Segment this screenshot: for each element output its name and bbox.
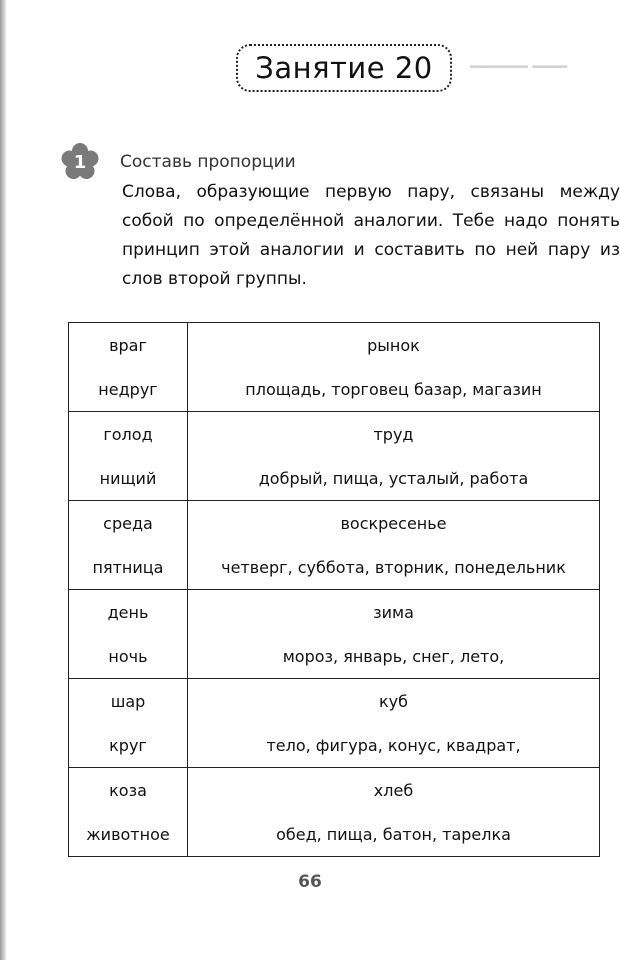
pair-word: круг: [69, 723, 188, 768]
pair-word: шар: [69, 679, 188, 724]
pair-word: животное: [69, 812, 188, 857]
table-row: [69, 590, 600, 635]
task-title: Составь пропорции: [120, 152, 296, 172]
table-row: [69, 323, 600, 368]
pair-word: пятница: [69, 545, 188, 590]
task-number-badge: [60, 142, 100, 182]
target-word: зима: [188, 590, 600, 635]
pair-word: день: [69, 590, 188, 635]
page-number: 66: [298, 872, 322, 892]
table-row: [69, 456, 600, 501]
target-word: труд: [188, 412, 600, 457]
word-options: площадь, торговец базар, магазин: [188, 367, 600, 412]
table-row: [69, 501, 600, 546]
task-header: [60, 142, 296, 182]
word-options: мороз, январь, снег, лето,: [188, 634, 600, 679]
table-row: [69, 412, 600, 457]
table-row: [69, 768, 600, 813]
pair-word: ночь: [69, 634, 188, 679]
task-number: 1: [73, 151, 87, 173]
table-row: [69, 367, 600, 412]
target-word: воскресенье: [188, 501, 600, 546]
table-row: [69, 679, 600, 724]
table-row: [69, 812, 600, 857]
table-row: [69, 723, 600, 768]
task-description: Слова, образующие первую пару, связаны между собой по определённой аналогии. Тебе надо понять принцип этой аналогии и составить по ней пару из слов второй группы.: [122, 182, 620, 289]
word-options: тело, фигура, конус, квадрат,: [188, 723, 600, 768]
word-options: добрый, пища, усталый, работа: [188, 456, 600, 501]
table-row: [69, 545, 600, 590]
lesson-title: Занятие 20: [236, 44, 452, 92]
pair-word: недруг: [69, 367, 188, 412]
target-word: куб: [188, 679, 600, 724]
target-word: рынок: [188, 323, 600, 368]
pair-word: среда: [69, 501, 188, 546]
page-edge-shadow: [0, 0, 7, 960]
word-options: четверг, суббота, вторник, понедельник: [188, 545, 600, 590]
pair-word: коза: [69, 768, 188, 813]
pair-word: враг: [69, 323, 188, 368]
target-word: хлеб: [188, 768, 600, 813]
word-options: обед, пища, батон, тарелка: [188, 812, 600, 857]
pair-word: голод: [69, 412, 188, 457]
table-row: [69, 634, 600, 679]
pair-word: нищий: [69, 456, 188, 501]
bleed-through-decoration: ▁▁▁▁▁ ▁▁▁: [470, 50, 568, 68]
analogy-table: [68, 322, 600, 857]
